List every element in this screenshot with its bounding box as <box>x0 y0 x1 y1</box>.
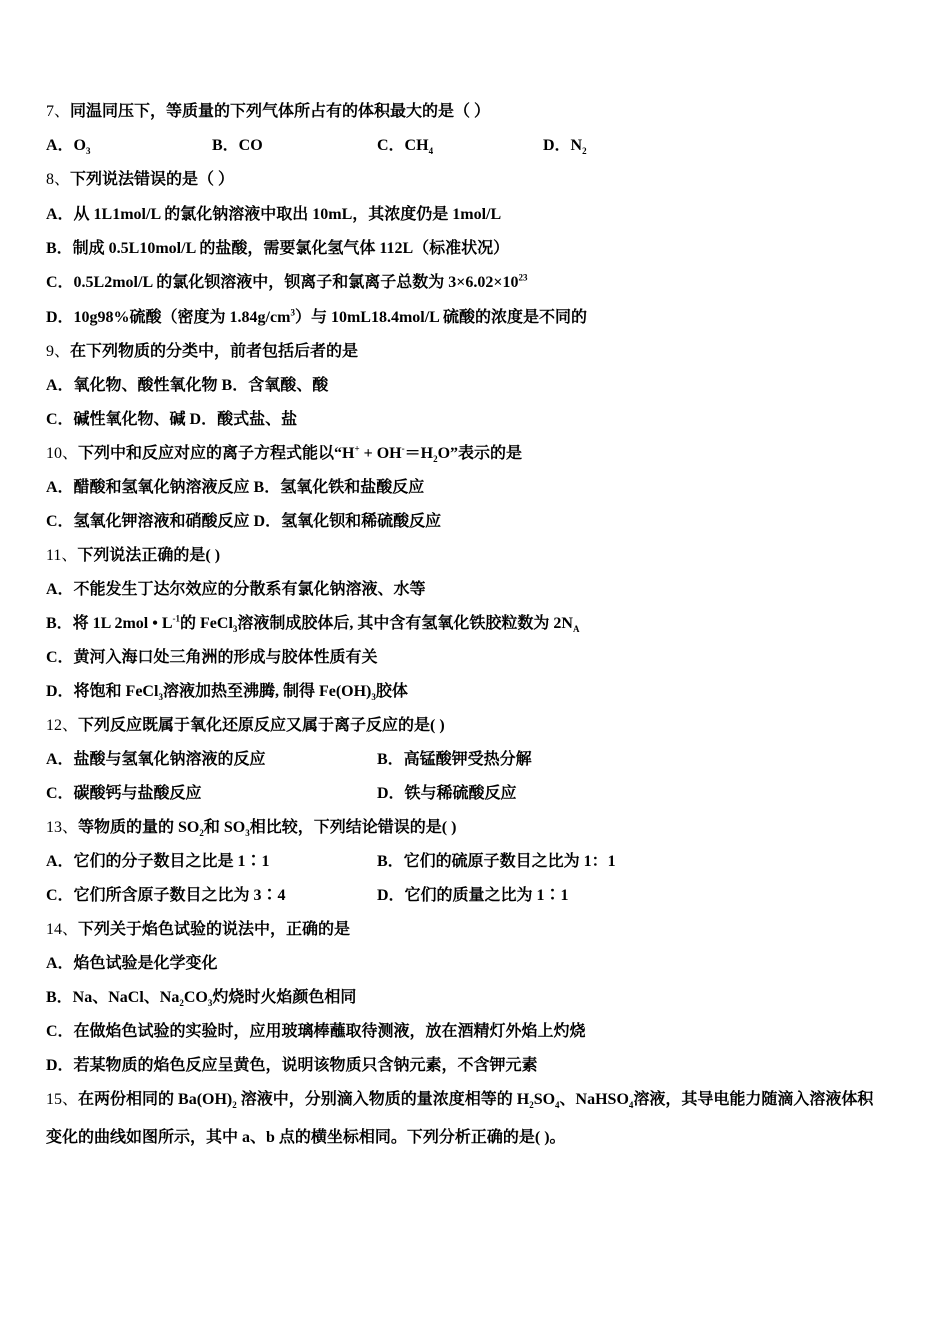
question-text <box>46 1088 873 1112</box>
option-text <box>46 952 218 976</box>
subscript: 4 <box>555 1100 560 1111</box>
option-text <box>543 134 587 158</box>
text-run: A．不能发生丁达尔效应的分散系有氯化钠溶液、水等 <box>46 581 426 598</box>
text-run: + OH <box>359 445 402 462</box>
text-run: 下列反应既属于氧化还原反应又属于离子反应的是( ) <box>78 717 445 734</box>
text-run: A．氧化物、酸性氧化物 B．含氧酸、酸 <box>46 377 329 394</box>
option-text <box>46 476 424 500</box>
option-text <box>46 748 266 772</box>
text-run: C．在做焰色试验的实验时，应用玻璃棒蘸取待测液，放在酒精灯外焰上灼烧 <box>46 1023 586 1040</box>
option-text <box>377 884 569 908</box>
text-run: 的 FeCl <box>180 615 233 632</box>
option-text <box>377 134 433 158</box>
superscript: -1 <box>172 613 181 624</box>
question-number: 9、 <box>46 343 71 360</box>
subscript: 2 <box>179 998 184 1009</box>
text-run: O”表示的是 <box>437 445 523 462</box>
subscript: 3 <box>207 998 213 1009</box>
text-run: 溶液中，分别滴入物质的量浓度相等的 H <box>236 1091 530 1108</box>
text-run: 相比较，下列结论错误的是( ) <box>249 819 457 836</box>
question-text <box>46 544 220 568</box>
option-text <box>46 1054 538 1078</box>
text-run: 溶液加热至沸腾, 制得 Fe(OH) <box>162 683 372 700</box>
text-run: A．从 1L1mol/L 的氯化钠溶液中取出 10mL，其浓度仍是 1mol/L <box>46 206 502 223</box>
text-run: 同温同压下，等质量的下列气体所占有的体积最大的是（ ） <box>70 103 491 120</box>
text-run: B．CO <box>212 137 263 154</box>
question-number: 7、 <box>46 103 71 120</box>
text-run: D．将饱和 FeCl <box>46 683 159 700</box>
text-run: ＝H <box>404 445 434 462</box>
option-text <box>46 884 286 908</box>
text-run: C．0.5L2mol/L 的氯化钡溶液中，钡离子和氯离子总数为 3×6.02×10 <box>46 274 519 291</box>
option-text <box>46 1020 586 1044</box>
option-text <box>46 306 587 330</box>
text-run: SO <box>533 1091 556 1108</box>
question-number: 10、 <box>46 445 79 462</box>
question-text <box>46 442 522 466</box>
text-run: 变化的曲线如图所示，其中 a、b 点的横坐标相同。下列分析正确的是( )。 <box>46 1129 566 1146</box>
option-text <box>46 578 426 602</box>
option-text <box>46 850 270 874</box>
text-run: D．10g98%硫酸（密度为 1.84g/cm <box>46 309 291 326</box>
question-text <box>46 100 490 124</box>
text-run: 溶液，其导电能力随滴入溶液体积 <box>633 1091 874 1108</box>
text-run: C．黄河入海口处三角洲的形成与胶体性质有关 <box>46 649 378 666</box>
text-run: C．它们所含原子数目之比为 3∶4 <box>46 887 286 904</box>
text-run: CO <box>183 989 208 1006</box>
text-run: C．碱性氧化物、碱 D．酸式盐、盐 <box>46 411 298 428</box>
text-run: C．CH <box>377 137 429 154</box>
option-text <box>377 850 616 874</box>
subscript: 3 <box>86 146 91 157</box>
subscript: 2 <box>232 1100 237 1111</box>
text-run: B．它们的硫原子数目之比为 1：1 <box>377 853 616 870</box>
question-number: 11、 <box>46 547 78 564</box>
superscript: 3 <box>290 307 295 318</box>
option-text <box>46 510 441 534</box>
text-run: A．盐酸与氢氧化钠溶液的反应 <box>46 751 266 768</box>
subscript: 2 <box>433 454 438 465</box>
option-text <box>46 986 356 1010</box>
text-run: A．O <box>46 137 87 154</box>
text-run: B．制成 0.5L10mol/L 的盐酸，需要氯化氢气体 112L（标准状况） <box>46 240 510 257</box>
option-text <box>377 782 517 806</box>
subscript: 3 <box>158 692 163 703</box>
text-run: B．将 1L 2mol • L <box>46 615 173 632</box>
text-run: 溶液制成胶体后, 其中含有氢氧化铁胶粒数为 2N <box>237 615 573 632</box>
text-run: D．它们的质量之比为 1∶1 <box>377 887 569 904</box>
subscript: 3 <box>232 624 238 635</box>
question-text <box>46 816 456 840</box>
question-text <box>46 918 350 942</box>
text-run: A．它们的分子数目之比是 1∶1 <box>46 853 270 870</box>
question-number: 8、 <box>46 171 71 188</box>
subscript: 3 <box>371 692 376 703</box>
option-text <box>46 782 202 806</box>
subscript: 2 <box>199 828 204 839</box>
superscript: - <box>401 443 405 454</box>
subscript: 4 <box>428 146 434 157</box>
text-run: A．焰色试验是化学变化 <box>46 955 218 972</box>
text-run: 等物质的量的 SO <box>78 819 200 836</box>
question-text <box>46 714 445 738</box>
text-run: 在下列物质的分类中，前者包括后者的是 <box>70 343 359 360</box>
option-text <box>377 748 532 772</box>
option-text <box>46 408 297 432</box>
option-text <box>46 1126 566 1150</box>
text-run: 和 SO <box>203 819 246 836</box>
text-run: D．铁与稀硫酸反应 <box>377 785 517 802</box>
text-run: 在两份相同的 Ba(OH) <box>78 1091 233 1108</box>
text-run: A．醋酸和氢氧化钠溶液反应 B．氢氧化铁和盐酸反应 <box>46 479 425 496</box>
option-text <box>212 134 263 158</box>
text-run: 、NaHSO <box>559 1091 629 1108</box>
text-run: D．若某物质的焰色反应呈黄色，说明该物质只含钠元素，不含钾元素 <box>46 1057 538 1074</box>
text-run: ）与 10mL18.4mol/L 硫酸的浓度是不同的 <box>294 309 587 326</box>
option-text <box>46 271 527 295</box>
text-run: 灼烧时火焰颜色相同 <box>212 989 357 1006</box>
text-run: C．氢氧化钾溶液和硝酸反应 D．氢氧化钡和稀硫酸反应 <box>46 513 442 530</box>
option-text <box>46 612 579 636</box>
text-run: 下列关于焰色试验的说法中，正确的是 <box>78 921 351 938</box>
text-run: 下列说法正确的是( ) <box>77 547 221 564</box>
question-text <box>46 340 358 364</box>
question-text <box>46 168 234 192</box>
subscript: 2 <box>529 1100 534 1111</box>
option-text <box>46 680 408 704</box>
option-text <box>46 203 501 227</box>
subscript: A <box>572 624 580 635</box>
superscript: + <box>354 443 360 454</box>
question-number: 14、 <box>46 921 79 938</box>
subscript: 4 <box>628 1100 634 1111</box>
subscript: 3 <box>245 828 250 839</box>
option-text <box>46 134 91 158</box>
text-run: B．Na、NaCl、Na <box>46 989 180 1006</box>
text-run: 下列说法错误的是（ ） <box>70 171 235 188</box>
superscript: 23 <box>518 272 528 283</box>
text-run: D．N <box>543 137 583 154</box>
option-text <box>46 237 509 261</box>
option-text <box>46 374 328 398</box>
question-number: 12、 <box>46 717 79 734</box>
option-text <box>46 646 378 670</box>
question-number: 13、 <box>46 819 79 836</box>
text-run: 下列中和反应对应的离子方程式能以“H <box>78 445 355 462</box>
question-number: 15、 <box>46 1091 79 1108</box>
text-run: C．碳酸钙与盐酸反应 <box>46 785 202 802</box>
subscript: 2 <box>582 146 587 157</box>
text-run: 胶体 <box>375 683 408 700</box>
text-run: B．高锰酸钾受热分解 <box>377 751 532 768</box>
